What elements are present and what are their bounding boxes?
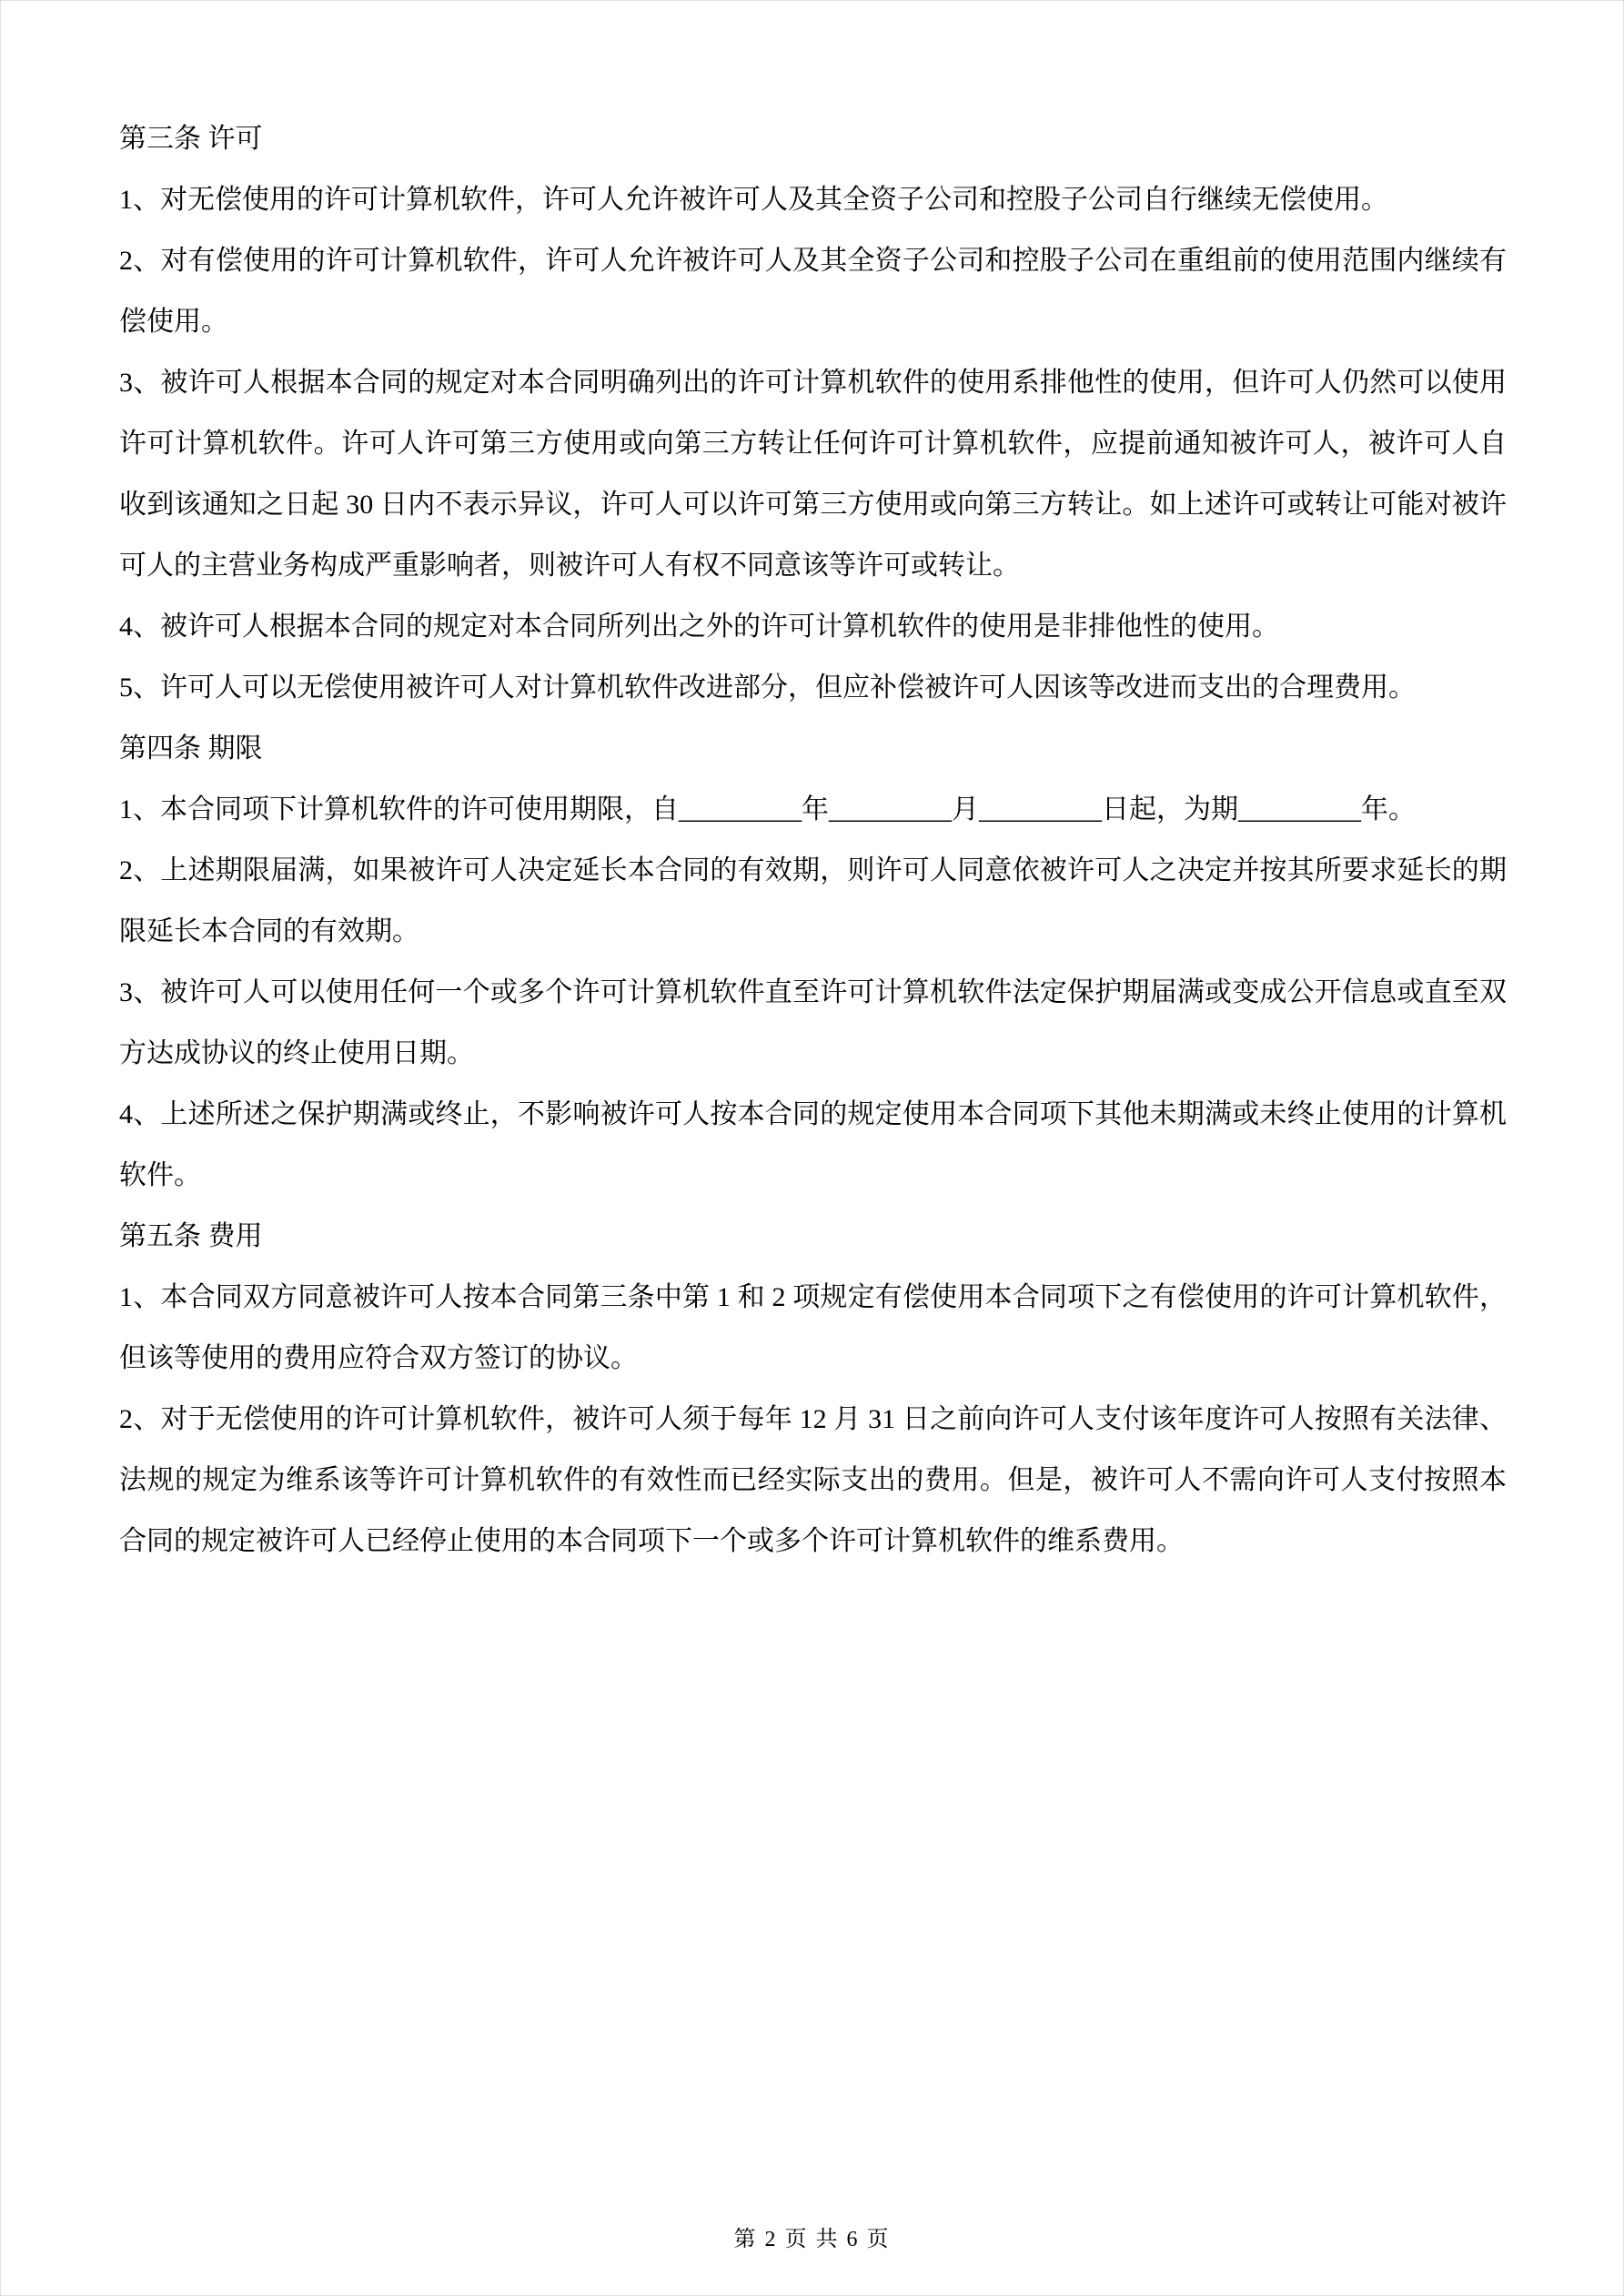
article-5-heading: 第五条 费用	[119, 1221, 263, 1251]
clause-5-1: 1、本合同双方同意被许可人按本合同第三条中第 1 和 2 项规定有偿使用本合同项下之有偿使用的许可计算机软件，但该等使用的费用应符合双方签订的协议。	[119, 1282, 1507, 1373]
clause-4-1: 1、本合同项下计算机软件的许可使用期限，自_________年_________月_________日起，为期_________年。	[119, 794, 1416, 824]
clause-3-2: 2、对有偿使用的许可计算机软件，许可人允许被许可人及其全资子公司和控股子公司在重组前的使用范围内继续有偿使用。	[119, 246, 1507, 337]
clause-4-2: 2、上述期限届满，如果被许可人决定延长本合同的有效期，则许可人同意依被许可人之决定并按其所要求延长的期限延长本合同的有效期。	[119, 855, 1507, 946]
clause-3-4: 4、被许可人根据本合同的规定对本合同所列出之外的许可计算机软件的使用是非排他性的使用。	[119, 612, 1279, 642]
clause-3-1: 1、对无偿使用的许可计算机软件，许可人允许被许可人及其全资子公司和控股子公司自行继续无偿使用。	[119, 185, 1388, 215]
clause-3-5: 5、许可人可以无偿使用被许可人对计算机软件改进部分，但应补偿被许可人因该等改进而支出的合理费用。	[119, 673, 1416, 703]
clause-4-3: 3、被许可人可以使用任何一个或多个许可计算机软件直至许可计算机软件法定保护期届满或变成公开信息或直至双方达成协议的终止使用日期。	[119, 977, 1507, 1068]
clause-5-2: 2、对于无偿使用的许可计算机软件，被许可人须于每年 12 月 31 日之前向许可人支付该年度许可人按照有关法律、法规的规定为维系该等许可计算机软件的有效性而已经实际支出的费用。但是，被许可人不需向许可人支付按照本合同的规定被许可人已经停止使用的本合同项下一个或多个许可计算机软件的维系费用。	[119, 1404, 1507, 1556]
page-number-footer: 第 2 页 共 6 页	[733, 2228, 891, 2251]
article-4-heading: 第四条 期限	[119, 733, 263, 764]
article-3-heading: 第三条 许可	[119, 124, 263, 154]
clause-4-4: 4、上述所述之保护期满或终止，不影响被许可人按本合同的规定使用本合同项下其他未期满或未终止使用的计算机软件。	[119, 1099, 1507, 1190]
clause-3-3: 3、被许可人根据本合同的规定对本合同明确列出的许可计算机软件的使用系排他性的使用，但许可人仍然可以使用许可计算机软件。许可人许可第三方使用或向第三方转让任何许可计算机软件，应提前通知被许可人，被许可人自收到该通知之日起 30 日内不表示异议，许可人可以许可第三方使用或向第三方转让。如上述许可或转让可能对被许可人的主营业务构成严重影响者，则被许可人有权不同意该等许可或转让。	[119, 368, 1507, 581]
